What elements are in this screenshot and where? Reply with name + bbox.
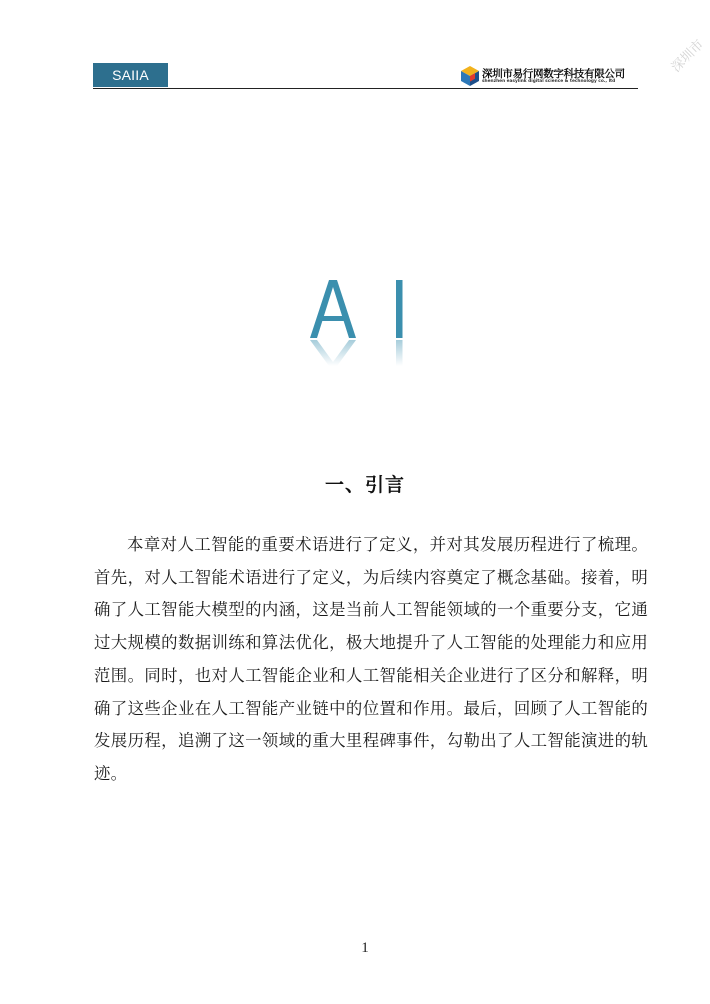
cube-logo-icon <box>460 65 480 87</box>
section-heading: 一、引言 <box>324 474 405 496</box>
page-number: 1 <box>361 940 369 956</box>
company-logo <box>460 64 640 88</box>
body-paragraph: 本章对人工智能的重要术语进行了定义，并对其发展历程进行了梳理。首先，对人工智能术语进行了定义，为后续内容奠定了概念基础。接着，明确了人工智能大模型的内涵，这是当前人工智能领域的一个重要分支，它通过大规模的数据训练和算法优化，极大地提升了人工智能的处理能力和应用范围。同时，也对人工智能企业和人工智能相关企业进行了区分和解释，明确了这些企业在人工智能产业链中的位置和作用。最后，回顾了人工智能的发展历程，追溯了这一领域的重大里程碑事件，勾勒出了人工智能演进的轨迹。 <box>94 535 648 783</box>
header-divider <box>93 88 638 89</box>
company-name: 深圳市易行网数字科技有限公司 <box>482 68 625 80</box>
company-subtitle: shenzhen easylink digital science & technology co., ltd <box>482 79 616 84</box>
header-badge: SAIIA <box>93 63 168 87</box>
ai-letter-a <box>310 280 356 338</box>
ai-cover-graphic <box>300 270 420 380</box>
watermark: 深圳市 <box>668 37 708 76</box>
ai-letter-i <box>396 280 403 338</box>
ai-reflection <box>310 340 403 366</box>
